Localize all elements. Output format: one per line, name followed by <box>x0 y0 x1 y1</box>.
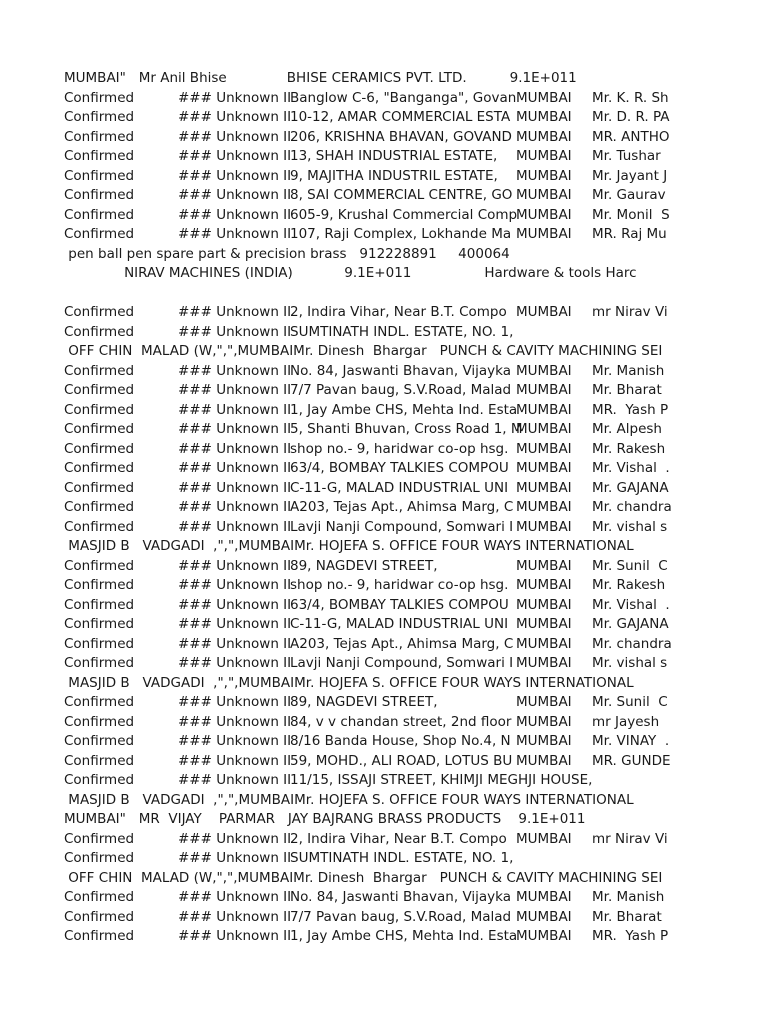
contact-cell: Mr. GAJANA <box>592 479 669 496</box>
address-cell: A203, Tejas Apt., Ahimsa Marg, C <box>290 635 514 652</box>
status-cell: Confirmed <box>64 187 135 203</box>
code-cell: ### Unknown II <box>178 128 292 145</box>
address-cell: 7/7 Pavan baug, S.V.Road, Malad <box>290 908 512 925</box>
table-row <box>0 167 768 187</box>
code-cell: ### Unknown II <box>178 499 292 515</box>
table-row <box>0 459 768 479</box>
address-cell: A203, Tejas Apt., Ahimsa Marg, C <box>290 499 514 515</box>
status-cell: Confirmed <box>64 772 135 788</box>
city-cell: MUMBAI <box>516 557 572 574</box>
table-row <box>0 849 768 869</box>
city-cell: MUMBAI <box>516 889 572 905</box>
contact-cell: Mr. Rakesh <box>592 577 666 593</box>
city-cell: MUMBAI <box>516 733 572 749</box>
code-cell: ### Unknown II <box>178 713 292 730</box>
contact-cell: mr Nirav Vi <box>592 304 668 320</box>
address-cell: Lavji Nanji Compound, Somwari I <box>290 655 514 671</box>
address-cell: No. 84, Jaswanti Bhavan, Vijayka <box>290 362 512 379</box>
address-cell: shop no.- 9, haridwar co-op hsg. <box>290 440 509 457</box>
address-cell: No. 84, Jaswanti Bhavan, Vijayka <box>290 889 512 905</box>
table-row <box>0 752 768 772</box>
contact-cell: Mr. Bharat <box>592 908 662 925</box>
status-cell: Confirmed <box>64 401 135 418</box>
address-cell: 206, KRISHNA BHAVAN, GOVAND <box>290 128 512 145</box>
table-row <box>0 342 768 362</box>
address-cell: 605-9, Krushal Commercial Comp <box>290 206 518 223</box>
status-cell: Confirmed <box>64 889 135 905</box>
address-cell: 89, NAGDEVI STREET, <box>290 557 438 574</box>
code-cell: ### Unknown II <box>178 655 292 671</box>
table-row <box>0 245 768 265</box>
contact-cell: Mr. Alpesh <box>592 421 662 437</box>
overflow-text-line: MUMBAI" MR VIJAY PARMAR JAY BAJRANG BRASS PRODUCTS 9.1E+011 <box>64 811 586 827</box>
table-row <box>0 576 768 596</box>
table-row <box>0 615 768 635</box>
status-cell: Confirmed <box>64 577 135 593</box>
city-cell: MUMBAI <box>516 167 572 184</box>
table-row <box>0 927 768 947</box>
address-cell: 59, MOHD., ALI ROAD, LOTUS BU <box>290 752 513 769</box>
code-cell: ### Unknown II <box>178 928 292 944</box>
contact-cell: Mr. vishal s <box>592 655 668 671</box>
status-cell: Confirmed <box>64 616 135 632</box>
contact-cell: Mr. Manish <box>592 889 665 905</box>
table-row <box>0 401 768 421</box>
address-cell: 1, Jay Ambe CHS, Mehta Ind. Esta <box>290 928 518 944</box>
table-row <box>0 537 768 557</box>
overflow-text-line: MASJID B VADGADI ,",",MUMBAIMr. HOJEFA S. OFFICE FOUR WAYS INTERNATIONAL <box>64 538 634 554</box>
code-cell: ### Unknown II <box>178 635 292 652</box>
address-cell: 13, SHAH INDUSTRIAL ESTATE, <box>290 148 498 164</box>
status-cell: Confirmed <box>64 694 135 710</box>
contact-cell: Mr. chandra <box>592 499 672 515</box>
status-cell: Confirmed <box>64 382 135 398</box>
contact-cell: Mr. Sunil C <box>592 694 668 710</box>
table-row <box>0 654 768 674</box>
address-cell: 10-12, AMAR COMMERCIAL ESTA <box>290 109 511 125</box>
overflow-text-line: OFF CHIN MALAD (W,",",MUMBAIMr. Dinesh Bhargar PUNCH & CAVITY MACHINING SEI <box>64 869 663 886</box>
city-cell: MUMBAI <box>516 440 572 457</box>
contact-cell: Mr. Jayant J <box>592 167 668 184</box>
contact-cell: MR. GUNDE <box>592 752 671 769</box>
code-cell: ### Unknown II <box>178 226 292 242</box>
status-cell: Confirmed <box>64 421 135 437</box>
overflow-text-line: pen ball pen spare part & precision brass 912228891 400064 <box>64 245 510 262</box>
table-row <box>0 693 768 713</box>
table-row <box>0 732 768 752</box>
code-cell: ### Unknown II <box>178 772 292 788</box>
table-row <box>0 89 768 109</box>
city-cell: MUMBAI <box>516 908 572 925</box>
status-cell: Confirmed <box>64 518 135 535</box>
status-cell: Confirmed <box>64 850 135 866</box>
status-cell: Confirmed <box>64 655 135 671</box>
contact-cell: Mr. GAJANA <box>592 616 669 632</box>
city-cell: MUMBAI <box>516 362 572 379</box>
table-row <box>0 771 768 791</box>
status-cell: Confirmed <box>64 908 135 925</box>
table-row <box>0 498 768 518</box>
contact-cell: Mr. Manish <box>592 362 665 379</box>
status-cell: Confirmed <box>64 460 135 476</box>
address-cell: 84, v v chandan street, 2nd floor <box>290 713 512 730</box>
code-cell: ### Unknown II <box>178 304 292 320</box>
contact-cell: Mr. Monil S <box>592 206 670 223</box>
code-cell: ### Unknown II <box>178 479 292 496</box>
address-cell: 2, Indira Vihar, Near B.T. Compo <box>290 830 507 847</box>
city-cell: MUMBAI <box>516 187 572 203</box>
status-cell: Confirmed <box>64 928 135 944</box>
city-cell: MUMBAI <box>516 382 572 398</box>
code-cell: ### Unknown II <box>178 577 292 593</box>
code-cell: ### Unknown II <box>178 616 292 632</box>
code-cell: ### Unknown II <box>178 362 292 379</box>
table-row <box>0 674 768 694</box>
address-cell: C-11-G, MALAD INDUSTRIAL UNI <box>290 616 509 632</box>
status-cell: Confirmed <box>64 109 135 125</box>
city-cell: MUMBAI <box>516 577 572 593</box>
status-cell: Confirmed <box>64 830 135 847</box>
overflow-text-line: NIRAV MACHINES (INDIA) 9.1E+011 Hardware & tools Harc <box>64 265 637 281</box>
table-row <box>0 791 768 811</box>
city-cell: MUMBAI <box>516 401 572 418</box>
address-cell: 63/4, BOMBAY TALKIES COMPOU <box>290 596 509 613</box>
contact-cell: Mr. Gaurav <box>592 187 666 203</box>
table-row <box>0 108 768 128</box>
code-cell: ### Unknown II <box>178 187 292 203</box>
table-row <box>0 440 768 460</box>
table-row <box>0 888 768 908</box>
contact-cell: mr Nirav Vi <box>592 830 668 847</box>
contact-cell: Mr. D. R. PA <box>592 109 670 125</box>
status-cell: Confirmed <box>64 304 135 320</box>
code-cell: ### Unknown II <box>178 460 292 476</box>
city-cell: MUMBAI <box>516 694 572 710</box>
table-row <box>0 830 768 850</box>
table-row <box>0 518 768 538</box>
address-cell: 107, Raji Complex, Lokhande Ma <box>290 226 512 242</box>
table-row <box>0 225 768 245</box>
address-cell: 11/15, ISSAJI STREET, KHIMJI MEGHJI HOUSE, <box>290 772 593 788</box>
table-row <box>0 264 768 284</box>
table-row <box>0 69 768 89</box>
table-row <box>0 284 768 304</box>
code-cell: ### Unknown II <box>178 752 292 769</box>
status-cell: Confirmed <box>64 362 135 379</box>
status-cell: Confirmed <box>64 752 135 769</box>
table-row <box>0 128 768 148</box>
contact-cell: Mr. VINAY . <box>592 733 670 749</box>
city-cell: MUMBAI <box>516 830 572 847</box>
table-row <box>0 479 768 499</box>
address-cell: 7/7 Pavan baug, S.V.Road, Malad <box>290 382 512 398</box>
table-row <box>0 420 768 440</box>
address-cell: 8, SAI COMMERCIAL CENTRE, GO <box>290 187 513 203</box>
city-cell: MUMBAI <box>516 479 572 496</box>
address-cell: 1, Jay Ambe CHS, Mehta Ind. Esta <box>290 401 518 418</box>
address-cell: SUMTINATH INDL. ESTATE, NO. 1, <box>290 323 514 340</box>
contact-cell: Mr. Rakesh <box>592 440 666 457</box>
code-cell: ### Unknown II <box>178 830 292 847</box>
address-cell: 5, Shanti Bhuvan, Cross Road 1, M <box>290 421 523 437</box>
table-row <box>0 186 768 206</box>
contact-cell: MR. Yash P <box>592 401 669 418</box>
address-cell: Banglow C-6, "Banganga", Govan <box>290 89 517 106</box>
city-cell: MUMBAI <box>516 655 572 671</box>
status-cell: Confirmed <box>64 148 135 164</box>
address-cell: 2, Indira Vihar, Near B.T. Compo <box>290 304 507 320</box>
status-cell: Confirmed <box>64 596 135 613</box>
city-cell: MUMBAI <box>516 226 572 242</box>
code-cell: ### Unknown II <box>178 850 292 866</box>
contact-cell: Mr. vishal s <box>592 518 668 535</box>
contact-cell: Mr. Vishal . <box>592 460 670 476</box>
code-cell: ### Unknown II <box>178 148 292 164</box>
address-cell: SUMTINATH INDL. ESTATE, NO. 1, <box>290 850 514 866</box>
code-cell: ### Unknown II <box>178 206 292 223</box>
table-row <box>0 206 768 226</box>
contact-cell: Mr. Bharat <box>592 382 662 398</box>
city-cell: MUMBAI <box>516 752 572 769</box>
address-cell: shop no.- 9, haridwar co-op hsg. <box>290 577 509 593</box>
code-cell: ### Unknown II <box>178 733 292 749</box>
table-row <box>0 635 768 655</box>
status-cell: Confirmed <box>64 479 135 496</box>
city-cell: MUMBAI <box>516 89 572 106</box>
status-cell: Confirmed <box>64 128 135 145</box>
code-cell: ### Unknown II <box>178 596 292 613</box>
table-row <box>0 362 768 382</box>
contact-cell: MR. Raj Mu <box>592 226 667 242</box>
overflow-text-line: MASJID B VADGADI ,",",MUMBAIMr. HOJEFA S. OFFICE FOUR WAYS INTERNATIONAL <box>64 674 634 691</box>
code-cell: ### Unknown II <box>178 694 292 710</box>
city-cell: MUMBAI <box>516 109 572 125</box>
code-cell: ### Unknown II <box>178 401 292 418</box>
overflow-text-line: OFF CHIN MALAD (W,",",MUMBAIMr. Dinesh Bhargar PUNCH & CAVITY MACHINING SEI <box>64 343 663 359</box>
code-cell: ### Unknown II <box>178 908 292 925</box>
status-cell: Confirmed <box>64 499 135 515</box>
city-cell: MUMBAI <box>516 596 572 613</box>
code-cell: ### Unknown II <box>178 382 292 398</box>
city-cell: MUMBAI <box>516 421 572 437</box>
city-cell: MUMBAI <box>516 148 572 164</box>
contact-cell: Mr. Vishal . <box>592 596 670 613</box>
contact-cell: mr Jayesh <box>592 713 660 730</box>
status-cell: Confirmed <box>64 635 135 652</box>
address-cell: 89, NAGDEVI STREET, <box>290 694 438 710</box>
overflow-text-line: MASJID B VADGADI ,",",MUMBAIMr. HOJEFA S. OFFICE FOUR WAYS INTERNATIONAL <box>64 791 634 808</box>
status-cell: Confirmed <box>64 323 135 340</box>
status-cell: Confirmed <box>64 167 135 184</box>
table-row <box>0 810 768 830</box>
code-cell: ### Unknown II <box>178 167 292 184</box>
contact-cell: MR. Yash P <box>592 928 669 944</box>
address-cell: 63/4, BOMBAY TALKIES COMPOU <box>290 460 509 476</box>
status-cell: Confirmed <box>64 89 135 106</box>
city-cell: MUMBAI <box>516 460 572 476</box>
contact-cell: Mr. Sunil C <box>592 557 668 574</box>
city-cell: MUMBAI <box>516 635 572 652</box>
contact-cell: Mr. chandra <box>592 635 672 652</box>
code-cell: ### Unknown II <box>178 323 292 340</box>
table-row <box>0 713 768 733</box>
code-cell: ### Unknown II <box>178 89 292 106</box>
address-cell: 8/16 Banda House, Shop No.4, N <box>290 733 511 749</box>
code-cell: ### Unknown II <box>178 889 292 905</box>
address-cell: 9, MAJITHA INDUSTRIL ESTATE, <box>290 167 498 184</box>
city-cell: MUMBAI <box>516 128 572 145</box>
status-cell: Confirmed <box>64 226 135 242</box>
city-cell: MUMBAI <box>516 616 572 632</box>
contact-cell: Mr. K. R. Sh <box>592 89 669 106</box>
overflow-text-line: MUMBAI" Mr Anil Bhise BHISE CERAMICS PVT. LTD. 9.1E+011 <box>64 70 577 86</box>
address-cell: C-11-G, MALAD INDUSTRIAL UNI <box>290 479 509 496</box>
address-cell: Lavji Nanji Compound, Somwari I <box>290 518 514 535</box>
city-cell: MUMBAI <box>516 499 572 515</box>
table-row <box>0 557 768 577</box>
status-cell: Confirmed <box>64 440 135 457</box>
city-cell: MUMBAI <box>516 206 572 223</box>
status-cell: Confirmed <box>64 713 135 730</box>
city-cell: MUMBAI <box>516 713 572 730</box>
table-row <box>0 303 768 323</box>
city-cell: MUMBAI <box>516 928 572 944</box>
code-cell: ### Unknown II <box>178 557 292 574</box>
table-row <box>0 323 768 343</box>
table-row <box>0 908 768 928</box>
contact-cell: MR. ANTHO <box>592 128 670 145</box>
table-row <box>0 596 768 616</box>
code-cell: ### Unknown II <box>178 440 292 457</box>
table-row <box>0 381 768 401</box>
table-row <box>0 869 768 889</box>
status-cell: Confirmed <box>64 733 135 749</box>
status-cell: Confirmed <box>64 206 135 223</box>
code-cell: ### Unknown II <box>178 421 292 437</box>
city-cell: MUMBAI <box>516 518 572 535</box>
code-cell: ### Unknown II <box>178 518 292 535</box>
table-row <box>0 147 768 167</box>
code-cell: ### Unknown II <box>178 109 292 125</box>
contact-cell: Mr. Tushar <box>592 148 661 164</box>
city-cell: MUMBAI <box>516 304 572 320</box>
status-cell: Confirmed <box>64 557 135 574</box>
